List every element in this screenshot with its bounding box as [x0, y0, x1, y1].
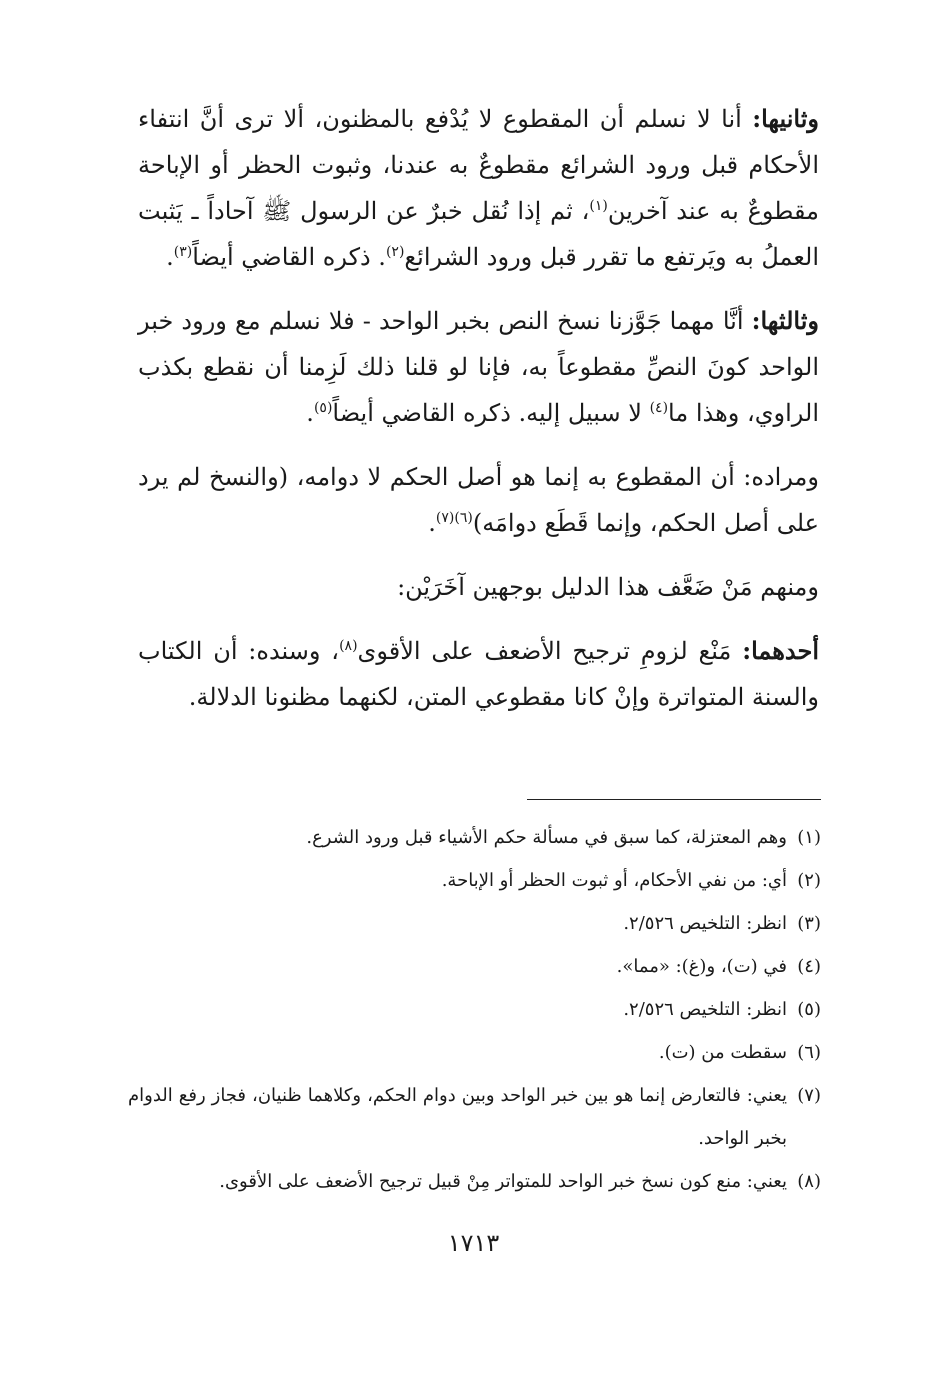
footnote-number: (٤): [797, 956, 821, 977]
footnote-number: (١): [797, 827, 821, 848]
paragraph-text: .: [166, 243, 174, 271]
page-number: ١٧١٣: [447, 1229, 500, 1257]
footnote: [128, 859, 821, 902]
footnote: [128, 988, 821, 1031]
footnote-ref: (٦)(٧): [435, 510, 473, 526]
footnote-text: أي: من نفي الأحكام، أو ثبوت الحظر أو الإباحة.: [441, 870, 787, 891]
paragraph-first-aspect: [138, 628, 819, 720]
main-text: [138, 96, 819, 738]
paragraph-text: أنا لا نسلم أن المقطوع لا يُدْفع بالمظنون، ألا ترى أنَّ انتفاء الأحكام قبل ورود الشرائع مقطوعٌ به عندنا، وثبوت الحظر أو الإباحة مقطوعٌ به عند آخرين: [138, 105, 819, 225]
paragraph-meaning: [138, 454, 819, 546]
footnote: [128, 1160, 821, 1203]
paragraph-text: ومراده: أن المقطوع به إنما هو أصل الحكم لا دوامه، (والنسخ لم يرد على أصل الحكم، وإنما قَطَع دوامَه): [138, 463, 819, 537]
footnote-number: (٣): [797, 913, 821, 934]
footnote-ref: (٣): [173, 244, 193, 260]
footnote-text: في (ت)، و(غ): «مما».: [616, 956, 787, 977]
footnote: [128, 816, 821, 859]
paragraph-text: .: [428, 509, 436, 537]
footnote-ref: (٥): [313, 400, 333, 416]
paragraph-third-point: [138, 298, 819, 436]
paragraph-lead: أحدهما:: [742, 636, 820, 665]
paragraph-lead: وثانيها:: [752, 104, 819, 133]
footnote-text: سقطت من (ت).: [658, 1042, 787, 1063]
footnote-number: (٢): [797, 870, 821, 891]
footnote-ref: (١): [589, 198, 608, 214]
footnote: [128, 1074, 821, 1160]
footnote-ref: (٨): [339, 638, 358, 654]
paragraph-text: .: [306, 399, 314, 427]
footnote: [128, 1031, 821, 1074]
footnote-text: يعني: فالتعارض إنما هو بين خبر الواحد وبين دوام الحكم، وكلاهما ظنيان، فجاز رفع الدوام بخبر الواحد.: [128, 1085, 787, 1149]
paragraph-text: أنَّا مهما جَوَّزنا نسخ النص بخبر الواحد - فلا نسلم مع ورود خبر الواحد كونَ النصِّ مقطوعاً به، فإنا لو قلنا ذلك لَزِمنا أن نقطع بكذب الراوي، وهذا ما: [138, 307, 819, 427]
paragraph-objection: [138, 564, 819, 610]
paragraph-text: ومنهم مَنْ ضَعَّف هذا الدليل بوجهين آخَرَيْن:: [397, 573, 819, 601]
paragraph-text: ، ثم إذا نُقل خبرٌ عن الرسول ﷺ آحاداً ـ يَثبت العملُ به ويَرتفع ما تقرر قبل ورود الشرائع: [138, 197, 819, 271]
paragraph-lead: وثالثها:: [751, 306, 819, 335]
footnote-separator: [527, 799, 821, 800]
footnote-number: (٨): [797, 1171, 821, 1192]
footnote-ref: (٤): [649, 400, 669, 416]
footnote-ref: (٢): [385, 244, 405, 260]
footnote: [128, 945, 821, 988]
footnote-text: انظر: التلخيص ٢/٥٢٦.: [623, 999, 787, 1020]
footnote: [128, 902, 821, 945]
footnote-number: (٧): [797, 1085, 821, 1106]
paragraph-second-point: [138, 96, 819, 280]
footnote-text: وهم المعتزلة، كما سبق في مسألة حكم الأشياء قبل ورود الشرع.: [306, 827, 787, 848]
footnote-text: يعني: منع كون نسخ خبر الواحد للمتواتر مِنْ قبيل ترجيح الأضعف على الأقوى.: [219, 1171, 787, 1192]
footnote-text: انظر: التلخيص ٢/٥٢٦.: [623, 913, 787, 934]
paragraph-text: مَنْع لزومِ ترجيح الأضعف على الأقوى: [357, 637, 743, 665]
footnote-number: (٥): [797, 999, 821, 1020]
footnotes: [128, 816, 821, 1203]
paragraph-text: لا سبيل إليه. ذكره القاضي أيضاً: [332, 399, 650, 427]
paragraph-text: . ذكره القاضي أيضاً: [192, 243, 386, 271]
footnote-number: (٦): [797, 1042, 821, 1063]
paragraph-text: ، وسنده: أن الكتاب والسنة المتواترة وإنْ كانا مقطوعي المتن، لكنهما مظنونا الدلالة.: [138, 637, 819, 711]
